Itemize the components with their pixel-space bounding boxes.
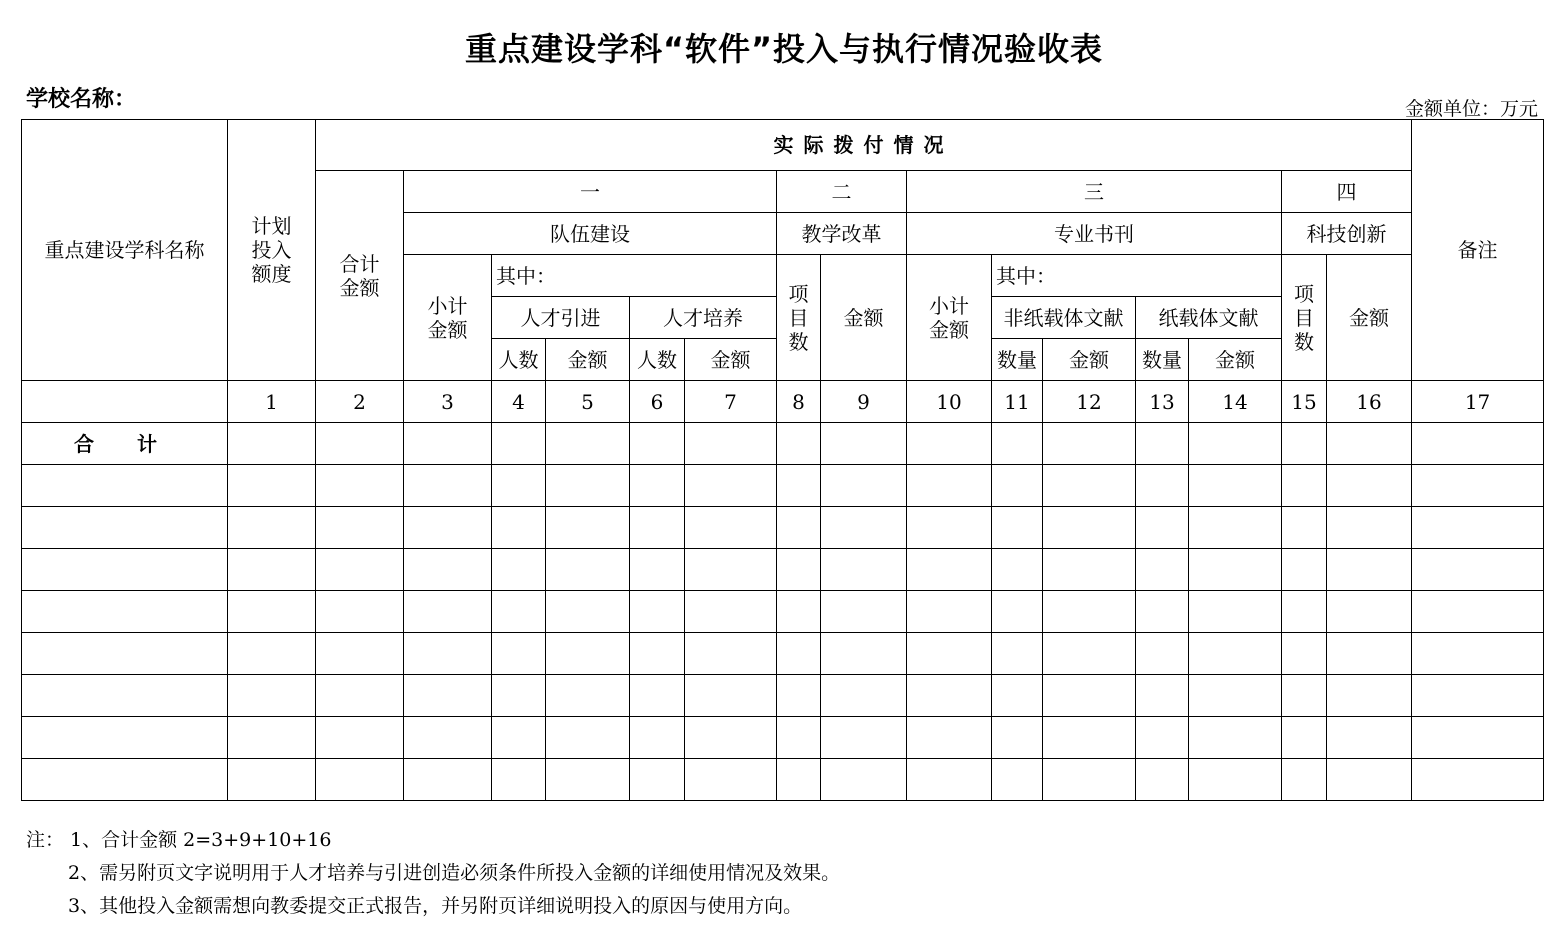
table-cell[interactable]: [777, 675, 821, 717]
column-number: 6: [630, 381, 685, 423]
table-cell[interactable]: [316, 759, 404, 801]
total-row-label: 合 计: [22, 423, 228, 465]
column-number: 9: [821, 381, 907, 423]
subject-name-cell[interactable]: [22, 465, 228, 507]
table-cell[interactable]: [907, 549, 992, 591]
column-number-blank: [22, 381, 228, 423]
table-cell[interactable]: [1327, 465, 1412, 507]
header-innovation: 科技创新: [1282, 213, 1412, 255]
table-cell[interactable]: [1327, 717, 1412, 759]
amount-unit-label: 金额单位：万元: [1404, 98, 1538, 120]
table-cell[interactable]: [630, 759, 685, 801]
table-cell[interactable]: [777, 591, 821, 633]
column-number: 17: [1412, 381, 1544, 423]
table-cell[interactable]: [630, 591, 685, 633]
table-cell[interactable]: [546, 633, 630, 675]
table-cell[interactable]: [1327, 759, 1412, 801]
table-cell[interactable]: [821, 591, 907, 633]
table-cell[interactable]: [228, 507, 316, 549]
subject-name-cell[interactable]: [22, 633, 228, 675]
header-intro-people: 人数: [492, 339, 546, 381]
table-cell[interactable]: [1282, 507, 1327, 549]
table-cell[interactable]: [1412, 591, 1544, 633]
column-number: 10: [907, 381, 992, 423]
column-number: 8: [777, 381, 821, 423]
header-paper-qty: 数量: [1136, 339, 1189, 381]
table-cell[interactable]: [685, 507, 777, 549]
header-teaching-reform: 教学改革: [777, 213, 907, 255]
table-cell[interactable]: [1282, 675, 1327, 717]
table-row: [22, 759, 1544, 801]
header-journals: 专业书刊: [907, 213, 1282, 255]
table-cell[interactable]: [492, 633, 546, 675]
table-cell[interactable]: [1043, 633, 1136, 675]
table-cell[interactable]: [992, 423, 1043, 465]
table-cell[interactable]: [685, 549, 777, 591]
table-cell[interactable]: [777, 717, 821, 759]
header-sec1-num: 一: [404, 171, 777, 213]
header-sec1-of-which: 其中：: [492, 255, 777, 297]
table-cell[interactable]: [1043, 591, 1136, 633]
table-cell[interactable]: [1189, 633, 1282, 675]
table-cell[interactable]: [1327, 591, 1412, 633]
table-cell[interactable]: [777, 465, 821, 507]
table-cell[interactable]: [1282, 633, 1327, 675]
table-cell[interactable]: [992, 591, 1043, 633]
column-number: 2: [316, 381, 404, 423]
table-cell[interactable]: [992, 549, 1043, 591]
table-cell[interactable]: [546, 423, 630, 465]
table-cell[interactable]: [1043, 465, 1136, 507]
table-cell[interactable]: [1189, 465, 1282, 507]
table-cell[interactable]: [907, 423, 992, 465]
table-cell[interactable]: [1412, 759, 1544, 801]
table-cell[interactable]: [228, 717, 316, 759]
table-row: [22, 633, 1544, 675]
table-cell[interactable]: [821, 507, 907, 549]
table-cell[interactable]: [492, 507, 546, 549]
table-cell[interactable]: [316, 675, 404, 717]
table-cell[interactable]: [992, 465, 1043, 507]
table-row: [22, 591, 1544, 633]
header-sec2-num: 二: [777, 171, 907, 213]
table-cell[interactable]: [492, 423, 546, 465]
table-cell[interactable]: [316, 591, 404, 633]
table-cell[interactable]: [685, 591, 777, 633]
table-cell[interactable]: [907, 591, 992, 633]
header-train-people: 人数: [630, 339, 685, 381]
school-name-label: 学校名称：: [26, 87, 137, 112]
header-sec2-amount: 金额: [821, 255, 907, 381]
table-cell[interactable]: [992, 633, 1043, 675]
table-cell[interactable]: [492, 591, 546, 633]
table-cell[interactable]: [821, 759, 907, 801]
column-number: 7: [685, 381, 777, 423]
table-cell[interactable]: [777, 549, 821, 591]
table-cell[interactable]: [492, 675, 546, 717]
table-cell[interactable]: [992, 675, 1043, 717]
table-cell[interactable]: [492, 549, 546, 591]
table-cell[interactable]: [907, 759, 992, 801]
table-cell[interactable]: [1136, 465, 1189, 507]
header-team-building: 队伍建设: [404, 213, 777, 255]
table-cell[interactable]: [404, 507, 492, 549]
table-cell[interactable]: [685, 423, 777, 465]
table-cell[interactable]: [546, 549, 630, 591]
note-3: 3、其他投入金额需想向教委提交正式报告，并另附页详细说明投入的原因与使用方向。: [68, 895, 803, 917]
footnotes: [26, 824, 840, 923]
header-non-paper: 非纸载体文献: [992, 297, 1136, 339]
table-cell[interactable]: [404, 675, 492, 717]
table-cell[interactable]: [1282, 591, 1327, 633]
table-cell[interactable]: [1282, 549, 1327, 591]
table-cell[interactable]: [992, 507, 1043, 549]
column-number: 14: [1189, 381, 1282, 423]
header-sec4-num: 四: [1282, 171, 1412, 213]
table-cell[interactable]: [630, 717, 685, 759]
table-cell[interactable]: [316, 717, 404, 759]
table-cell[interactable]: [1327, 633, 1412, 675]
table-cell[interactable]: [228, 759, 316, 801]
table-cell[interactable]: [404, 759, 492, 801]
table-cell[interactable]: [685, 675, 777, 717]
header-sec4-item-count: 项 目 数: [1282, 255, 1327, 381]
table-cell[interactable]: [404, 591, 492, 633]
table-cell[interactable]: [316, 507, 404, 549]
table-cell[interactable]: [1043, 717, 1136, 759]
table-row: [22, 507, 1544, 549]
table-cell[interactable]: [1136, 549, 1189, 591]
header-sec2-item-count: 项 目 数: [777, 255, 821, 381]
table-cell[interactable]: [316, 423, 404, 465]
table-cell[interactable]: [1189, 675, 1282, 717]
table-cell[interactable]: [1327, 675, 1412, 717]
table-cell[interactable]: [492, 759, 546, 801]
table-cell[interactable]: [907, 633, 992, 675]
table-cell[interactable]: [316, 465, 404, 507]
column-number: 4: [492, 381, 546, 423]
table-cell[interactable]: [546, 465, 630, 507]
table-cell[interactable]: [630, 633, 685, 675]
table-cell[interactable]: [992, 717, 1043, 759]
table-cell[interactable]: [1043, 549, 1136, 591]
table-cell[interactable]: [1043, 507, 1136, 549]
header-remark: 备注: [1412, 120, 1544, 381]
column-number: 15: [1282, 381, 1327, 423]
table-cell[interactable]: [316, 549, 404, 591]
table-cell[interactable]: [1136, 717, 1189, 759]
header-total-amount: 合计 金额: [316, 171, 404, 381]
table-cell[interactable]: [404, 465, 492, 507]
subject-name-cell[interactable]: [22, 549, 228, 591]
table-cell[interactable]: [1412, 507, 1544, 549]
table-cell[interactable]: [630, 465, 685, 507]
table-cell[interactable]: [228, 423, 316, 465]
table-cell[interactable]: [1327, 549, 1412, 591]
table-cell[interactable]: [1327, 507, 1412, 549]
header-talent-intro: 人才引进: [492, 297, 630, 339]
note-1: 注： 1、合计金额 2=3+9+10+16: [26, 829, 332, 851]
table-cell[interactable]: [546, 675, 630, 717]
table-cell[interactable]: [1043, 759, 1136, 801]
table-cell[interactable]: [1282, 759, 1327, 801]
table-cell[interactable]: [1282, 423, 1327, 465]
table-cell[interactable]: [228, 549, 316, 591]
table-cell[interactable]: [1043, 675, 1136, 717]
subject-name-cell[interactable]: [22, 591, 228, 633]
table-cell[interactable]: [1189, 591, 1282, 633]
note-2: 2、需另附页文字说明用于人才培养与引进创造必须条件所投入金额的详细使用情况及效果。: [68, 862, 841, 884]
header-plan-amount: 计划 投入 额度: [228, 120, 316, 381]
table-cell[interactable]: [777, 759, 821, 801]
header-nonpaper-qty: 数量: [992, 339, 1043, 381]
column-number: 3: [404, 381, 492, 423]
table-cell[interactable]: [1412, 423, 1544, 465]
table-cell[interactable]: [1136, 675, 1189, 717]
header-paper-amount: 金额: [1189, 339, 1282, 381]
total-row: [22, 423, 1544, 465]
table-cell[interactable]: [1136, 759, 1189, 801]
table-cell[interactable]: [821, 633, 907, 675]
table-row: [22, 717, 1544, 759]
table-cell[interactable]: [404, 633, 492, 675]
column-number: 16: [1327, 381, 1412, 423]
column-number: 13: [1136, 381, 1189, 423]
table-cell[interactable]: [404, 423, 492, 465]
header-sec3-subtotal: 小计 金额: [907, 255, 992, 381]
table-cell[interactable]: [630, 549, 685, 591]
table-cell[interactable]: [821, 717, 907, 759]
table-row: [22, 549, 1544, 591]
table-cell[interactable]: [1282, 465, 1327, 507]
header-intro-amount: 金额: [546, 339, 630, 381]
page-title: 重点建设学科“软件”投入与执行情况验收表: [464, 30, 1104, 68]
table-cell[interactable]: [404, 717, 492, 759]
table-cell[interactable]: [1136, 507, 1189, 549]
table-cell[interactable]: [1189, 507, 1282, 549]
table-cell[interactable]: [228, 675, 316, 717]
column-number: 12: [1043, 381, 1136, 423]
header-sec3-num: 三: [907, 171, 1282, 213]
table-cell[interactable]: [907, 717, 992, 759]
table-cell[interactable]: [1412, 549, 1544, 591]
table-row: [22, 675, 1544, 717]
table-cell[interactable]: [1412, 465, 1544, 507]
table-cell[interactable]: [546, 717, 630, 759]
subject-name-cell[interactable]: [22, 717, 228, 759]
table-cell[interactable]: [907, 465, 992, 507]
table-cell[interactable]: [1043, 423, 1136, 465]
table-cell[interactable]: [821, 423, 907, 465]
table-cell[interactable]: [685, 759, 777, 801]
header-subject-name: 重点建设学科名称: [22, 120, 228, 381]
table-cell[interactable]: [907, 675, 992, 717]
table-cell[interactable]: [1136, 423, 1189, 465]
header-sec3-of-which: 其中：: [992, 255, 1282, 297]
table-cell[interactable]: [1412, 675, 1544, 717]
table-cell[interactable]: [1136, 633, 1189, 675]
table-cell[interactable]: [1136, 591, 1189, 633]
header-sec1-subtotal: 小计 金额: [404, 255, 492, 381]
subject-name-cell[interactable]: [22, 507, 228, 549]
header-actual-allocation: 实际拨付情况: [316, 120, 1412, 171]
table-cell[interactable]: [685, 717, 777, 759]
table-cell[interactable]: [821, 675, 907, 717]
table-cell[interactable]: [1412, 717, 1544, 759]
table-cell[interactable]: [777, 423, 821, 465]
table-cell[interactable]: [1189, 759, 1282, 801]
table-cell[interactable]: [546, 759, 630, 801]
table-cell[interactable]: [685, 633, 777, 675]
table-cell[interactable]: [992, 759, 1043, 801]
table-cell[interactable]: [492, 717, 546, 759]
header-paper: 纸载体文献: [1136, 297, 1282, 339]
table-cell[interactable]: [777, 633, 821, 675]
acceptance-table: [21, 119, 1544, 801]
table-cell[interactable]: [777, 507, 821, 549]
table-cell[interactable]: [404, 549, 492, 591]
table-cell[interactable]: [1189, 717, 1282, 759]
table-cell[interactable]: [630, 423, 685, 465]
table-cell[interactable]: [821, 549, 907, 591]
column-number: 11: [992, 381, 1043, 423]
table-row: [22, 465, 1544, 507]
subject-name-cell[interactable]: [22, 759, 228, 801]
header-talent-train: 人才培养: [630, 297, 777, 339]
table-cell[interactable]: [907, 507, 992, 549]
table-cell[interactable]: [685, 465, 777, 507]
header-train-amount: 金额: [685, 339, 777, 381]
table-cell[interactable]: [630, 675, 685, 717]
table-cell[interactable]: [228, 633, 316, 675]
column-number: 1: [228, 381, 316, 423]
table-cell[interactable]: [546, 591, 630, 633]
header-nonpaper-amount: 金额: [1043, 339, 1136, 381]
column-number: 5: [546, 381, 630, 423]
table-cell[interactable]: [546, 507, 630, 549]
table-cell[interactable]: [228, 465, 316, 507]
column-number-row: [22, 381, 1544, 423]
table-cell[interactable]: [1189, 549, 1282, 591]
table-cell[interactable]: [821, 465, 907, 507]
table-cell[interactable]: [228, 591, 316, 633]
table-cell[interactable]: [316, 633, 404, 675]
table-cell[interactable]: [1189, 423, 1282, 465]
table-cell[interactable]: [1412, 633, 1544, 675]
table-cell[interactable]: [630, 507, 685, 549]
table-cell[interactable]: [492, 465, 546, 507]
table-cell[interactable]: [1282, 717, 1327, 759]
subject-name-cell[interactable]: [22, 675, 228, 717]
header-sec4-amount: 金额: [1327, 255, 1412, 381]
table-cell[interactable]: [1327, 423, 1412, 465]
